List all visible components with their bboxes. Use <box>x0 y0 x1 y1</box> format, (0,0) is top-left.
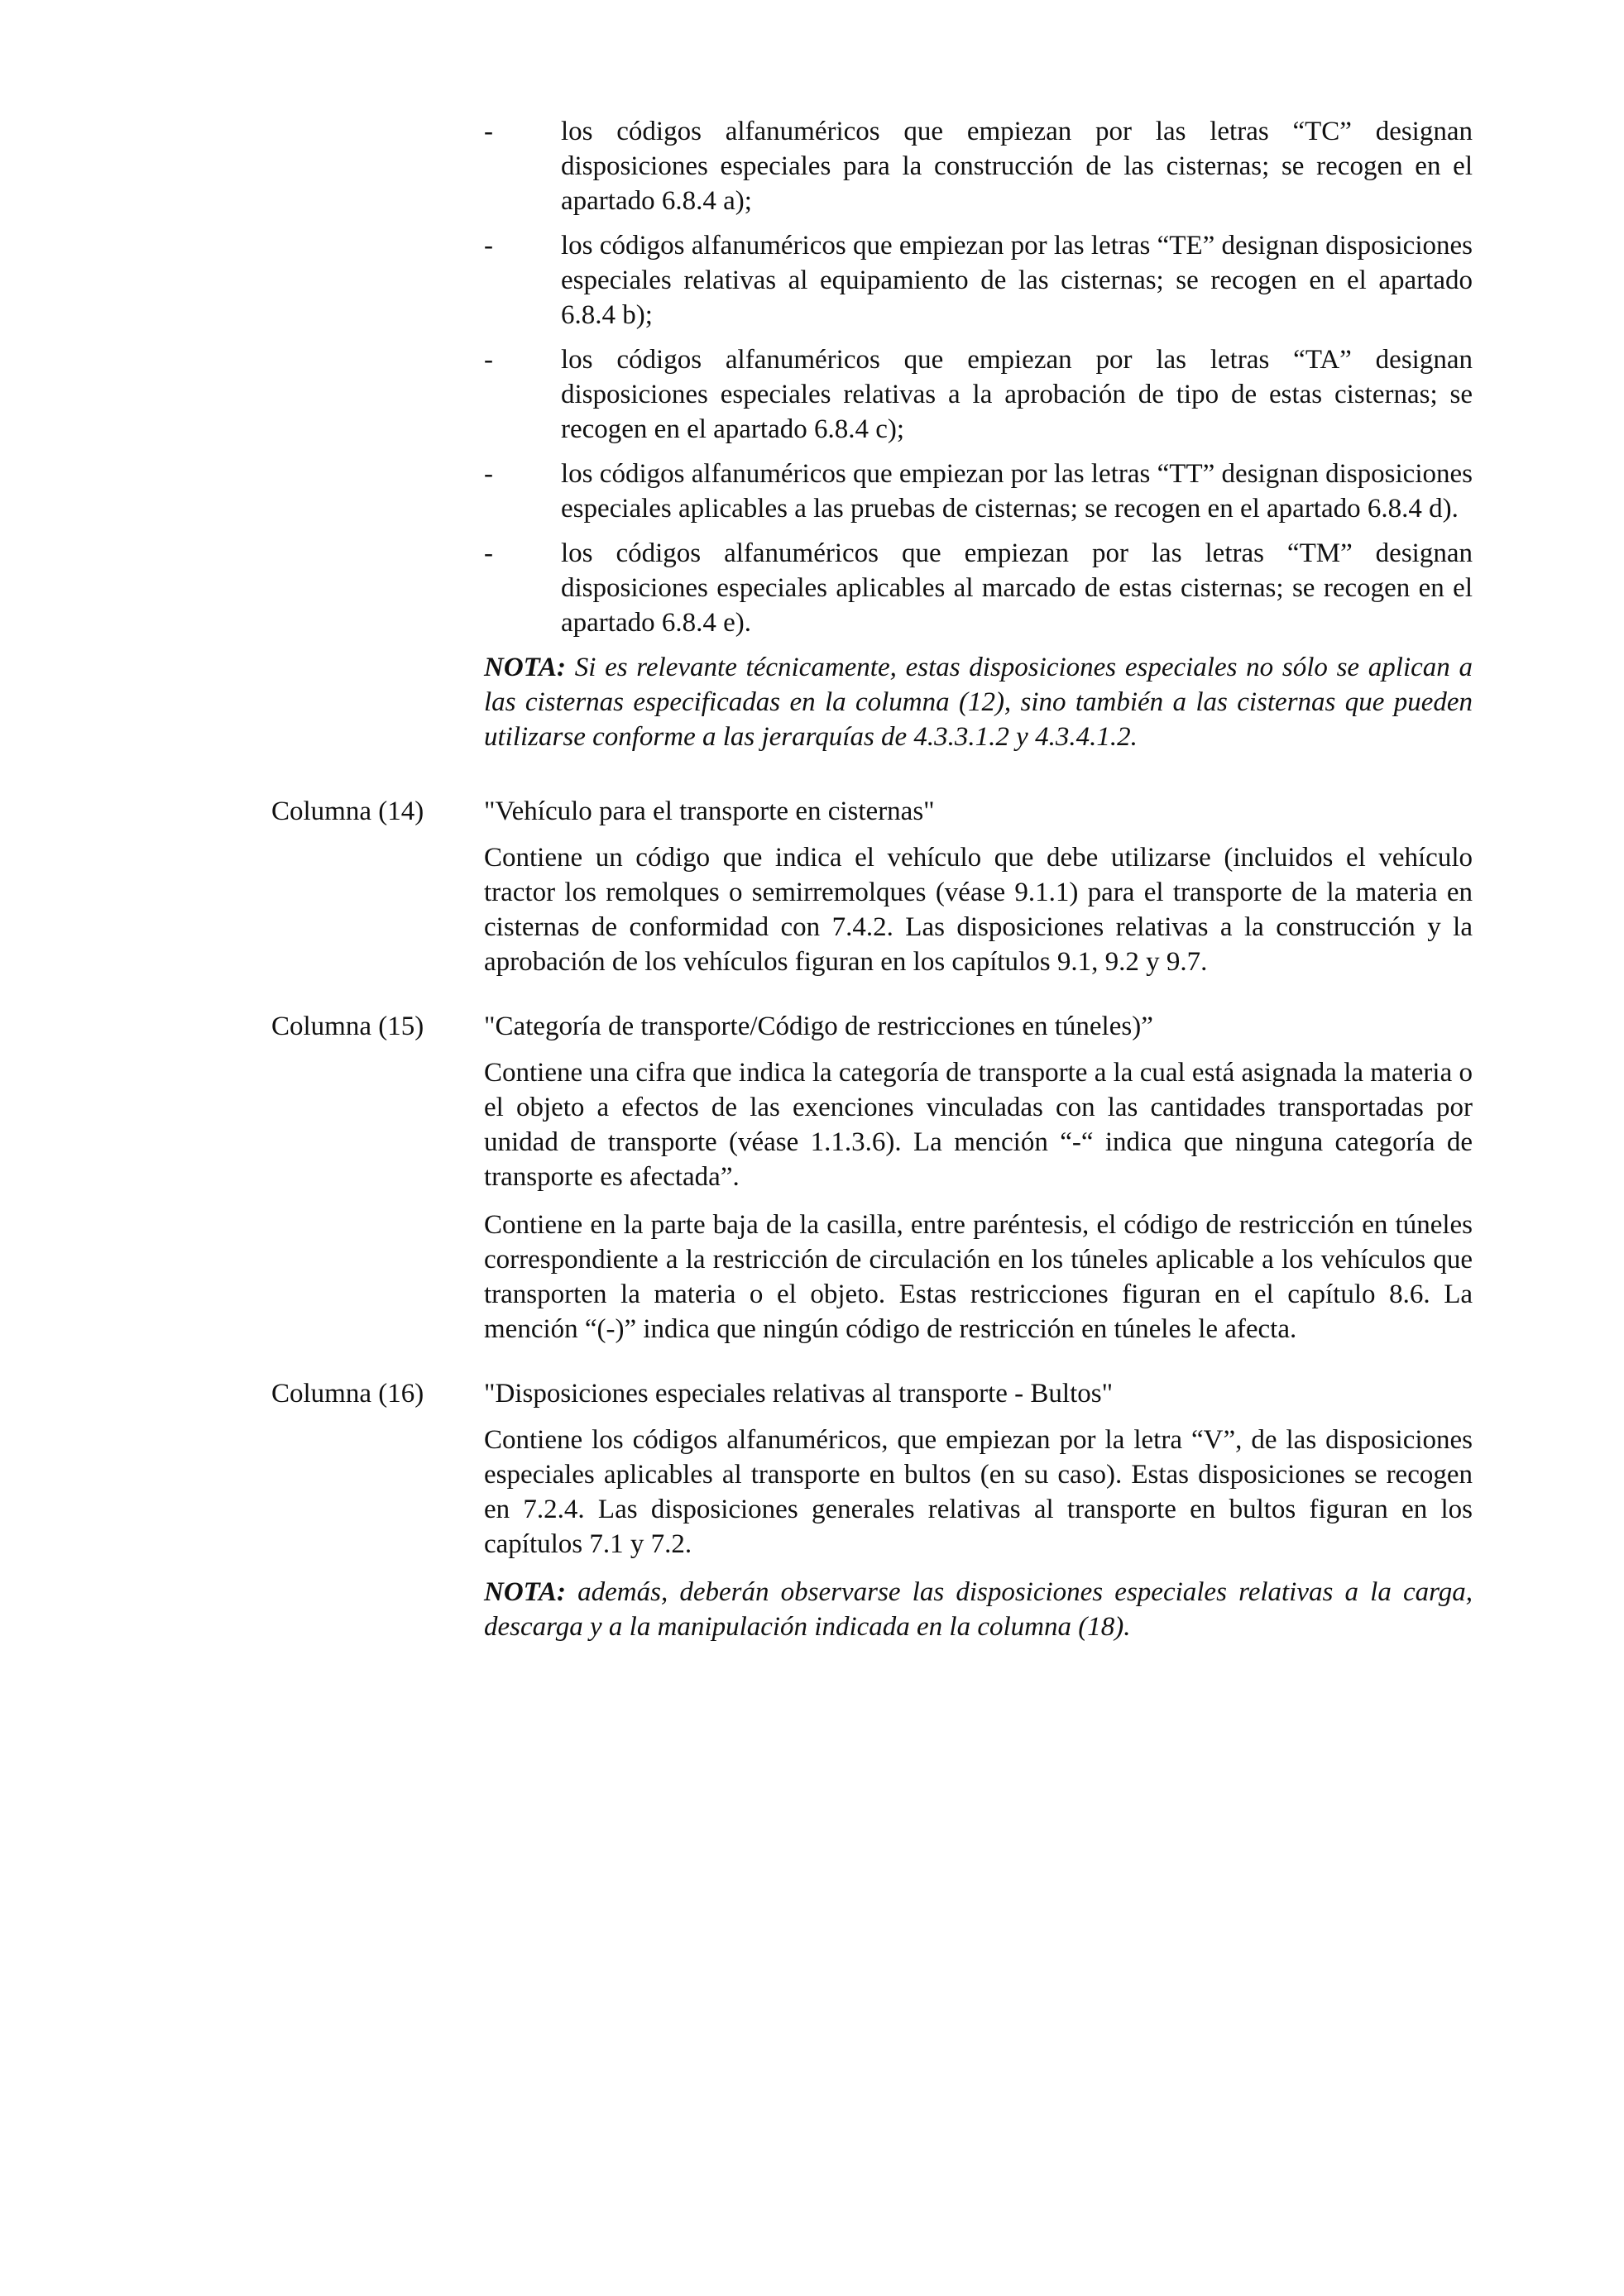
list-item <box>484 342 1473 447</box>
list-item-text: los códigos alfanuméricos que empiezan por las letras “TE” designan disposiciones especiales relativas al equipamiento de las cisternas; se recogen en el apartado 6.8.4 b); <box>561 231 1473 330</box>
column-16-paragraph: Contiene los códigos alfanuméricos, que empiezan por la letra “V”, de las disposiciones especiales aplicables al transporte en bultos (en su caso). Estas disposiciones se recogen en 7.2.4. Las disposiciones generales relativas al transporte en bultos figuran en los capítulos 7.1 y 7.2. <box>484 1425 1473 1559</box>
list-item-text: los códigos alfanuméricos que empiezan por las letras “TM” designan disposiciones especiales aplicables al marcado de estas cisternas; se recogen en el apartado 6.8.4 e). <box>561 538 1473 638</box>
list-item <box>484 114 1473 218</box>
column-14-title: "Vehículo para el transporte en cisternas" <box>484 796 935 826</box>
dash-marker: - <box>484 538 493 568</box>
column-16-title: "Disposiciones especiales relativas al transporte - Bultos" <box>484 1379 1114 1409</box>
column-16-label: Columna (16) <box>271 1379 424 1409</box>
dash-marker: - <box>484 345 493 375</box>
list-item <box>484 228 1473 332</box>
note-paragraph <box>484 1575 1473 1644</box>
note-label: NOTA: <box>484 1577 566 1607</box>
bullet-list <box>484 114 1473 640</box>
column-15-paragraph: Contiene una cifra que indica la categoría de transporte a la cual está asignada la materia o el objeto a efectos de las exenciones vinculadas con las cantidades transportadas por unidad de transporte (véase 1.1.3.6). La mención “-“ indica que ninguna categoría de transporte es afectada”. <box>484 1058 1473 1192</box>
column-15-title: "Categoría de transporte/Código de restricciones en túneles)” <box>484 1012 1153 1041</box>
note-text: además, deberán observarse las disposiciones especiales relativas a la carga, descarga y a la manipulación indicada en la columna (18). <box>484 1577 1473 1642</box>
column-15-label: Columna (15) <box>271 1012 424 1041</box>
dash-marker: - <box>484 231 493 261</box>
column-14-paragraph: Contiene un código que indica el vehículo que debe utilizarse (incluidos el vehículo tractor los remolques o semirremolques (véase 9.1.1) para el transporte de la materia en cisternas de conformidad con 7.4.2. Las disposiciones relativas a la construcción y la aprobación de los vehículos figuran en los capítulos 9.1, 9.2 y 9.7. <box>484 843 1473 977</box>
note-paragraph <box>484 650 1473 754</box>
dash-marker: - <box>484 117 493 146</box>
list-item-text: los códigos alfanuméricos que empiezan por las letras “TT” designan disposiciones especiales aplicables a las pruebas de cisternas; se recogen en el apartado 6.8.4 d). <box>561 459 1473 524</box>
document-content <box>271 114 1473 1644</box>
list-item <box>484 457 1473 526</box>
dash-marker: - <box>484 459 493 489</box>
note-label: NOTA: <box>484 653 566 682</box>
list-item <box>484 536 1473 640</box>
column-15-section <box>271 1009 1473 1347</box>
column-14-label: Columna (14) <box>271 796 424 826</box>
column-15-paragraph: Contiene en la parte baja de la casilla, entre paréntesis, el código de restricción en túneles correspondiente a la restricción de circulación en los túneles aplicable a los vehículos que transporten la materia o el objeto. Estas restricciones figuran en el capítulo 8.6. La mención “(-)” indica que ningún código de restricción en túneles le afecta. <box>484 1210 1473 1344</box>
note-text: Si es relevante técnicamente, estas disposiciones especiales no sólo se aplican a las cisternas especificadas en la columna (12), sino también a las cisternas que pueden utilizarse conforme a las jerarquías de 4.3.3.1.2 y 4.3.4.1.2. <box>484 653 1473 752</box>
column-14-section <box>271 794 1473 979</box>
list-item-text: los códigos alfanuméricos que empiezan por las letras “TA” designan disposiciones especiales relativas a la aprobación de tipo de estas cisternas; se recogen en el apartado 6.8.4 c); <box>561 345 1473 444</box>
list-item-text: los códigos alfanuméricos que empiezan por las letras “TC” designan disposiciones especiales para la construcción de las cisternas; se recogen en el apartado 6.8.4 a); <box>561 117 1473 216</box>
column-16-section <box>271 1376 1473 1644</box>
